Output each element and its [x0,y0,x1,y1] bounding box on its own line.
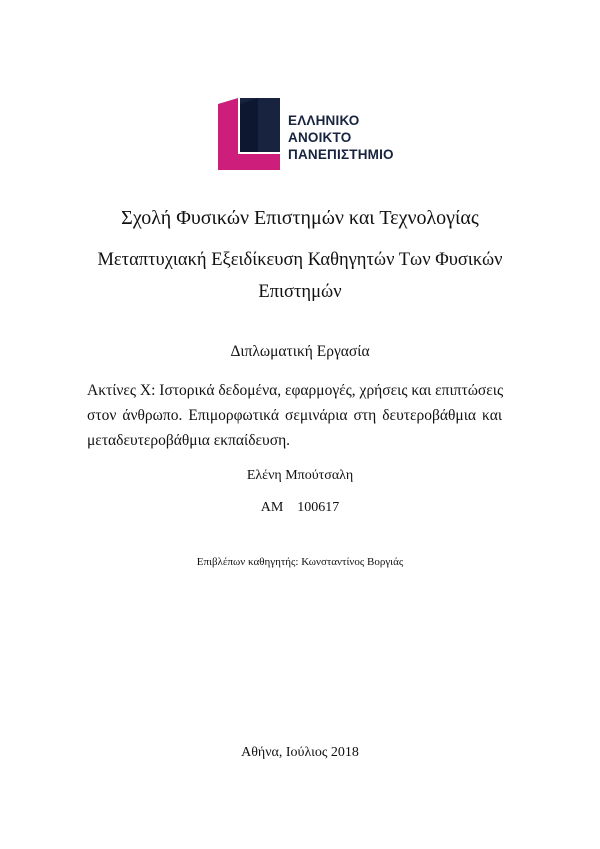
university-logo-icon [218,98,288,170]
author-name: Ελένη Μπούτσαλη [246,468,354,483]
school-name: Σχολή Φυσικών Επιστημών και Τεχνολογίας [121,207,479,229]
thesis-title-line-2: στον άνθρωπο. Επιμορφωτικά σεμινάρια στη δευτεροβάθμια και [87,407,502,424]
logo-text-line-2: ΑΝΟΙΚΤΟ [288,130,352,145]
thesis-type: Διπλωματική Εργασία [230,343,370,360]
program-name-line-2: Επιστημών [258,282,342,302]
logo-text-line-1: ΕΛΛΗΝΙΚΟ [288,113,360,128]
logo-text-line-3: ΠΑΝΕΠΙΣΤΗΜΙΟ [288,147,394,162]
student-id [0,500,600,516]
place-date: Αθήνα, Ιούλιος 2018 [241,745,359,760]
student-id-number: 100617 [297,500,340,515]
program-name-line-1: Μεταπτυχιακή Εξειδίκευση Καθηγητών Των Φυσικών [97,250,503,270]
student-id-label: ΑΜ [260,500,284,515]
supervisor: Επιβλέπων καθηγητής: Κωνσταντίνος Βοργιάς [196,556,404,568]
thesis-title-line-3: μεταδευτεροβάθμια εκπαίδευση. [87,432,291,449]
university-logo-text [288,112,394,163]
thesis-title-line-1: Ακτίνες Χ: Ιστορικά δεδομένα, εφαρμογές, χρήσεις και επιπτώσεις [87,382,504,399]
thesis-title [87,378,502,453]
